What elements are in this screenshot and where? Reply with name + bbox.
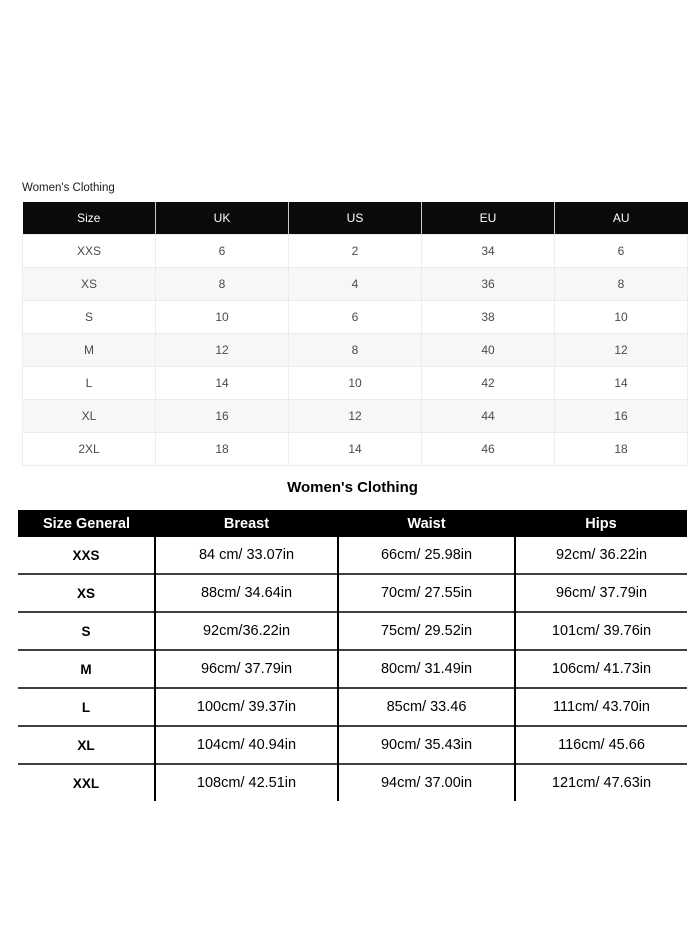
cell-eu: 38: [422, 301, 555, 334]
column-header: AU: [555, 202, 688, 235]
column-header: Size General: [18, 510, 155, 537]
cell-hips: 116cm/ 45.66: [515, 726, 687, 764]
international-size-table-header: [23, 202, 688, 235]
cell-us: 14: [289, 433, 422, 466]
table-row: [23, 367, 688, 400]
cell-size: XL: [23, 400, 156, 433]
table-row: [18, 574, 687, 612]
cell-hips: 111cm/ 43.70in: [515, 688, 687, 726]
cell-au: 10: [555, 301, 688, 334]
column-header: EU: [422, 202, 555, 235]
measurements-table-title: Women's Clothing: [287, 479, 418, 496]
cell-size: S: [18, 612, 155, 650]
table-row: [18, 612, 687, 650]
table-row: [23, 433, 688, 466]
cell-au: 6: [555, 235, 688, 268]
cell-uk: 10: [156, 301, 289, 334]
table-row: [18, 650, 687, 688]
cell-uk: 16: [156, 400, 289, 433]
cell-breast: 92cm/36.22in: [155, 612, 338, 650]
cell-waist: 75cm/ 29.52in: [338, 612, 515, 650]
cell-size: L: [18, 688, 155, 726]
column-header: UK: [156, 202, 289, 235]
column-header: Breast: [155, 510, 338, 537]
column-header: US: [289, 202, 422, 235]
cell-hips: 96cm/ 37.79in: [515, 574, 687, 612]
measurements-size-table: [18, 510, 687, 801]
column-header: Waist: [338, 510, 515, 537]
cell-uk: 18: [156, 433, 289, 466]
cell-waist: 66cm/ 25.98in: [338, 537, 515, 574]
table-row: [18, 537, 687, 574]
cell-uk: 8: [156, 268, 289, 301]
cell-breast: 88cm/ 34.64in: [155, 574, 338, 612]
cell-us: 6: [289, 301, 422, 334]
cell-eu: 36: [422, 268, 555, 301]
cell-size: 2XL: [23, 433, 156, 466]
cell-breast: 104cm/ 40.94in: [155, 726, 338, 764]
cell-hips: 92cm/ 36.22in: [515, 537, 687, 574]
cell-au: 8: [555, 268, 688, 301]
column-header: Size: [23, 202, 156, 235]
cell-eu: 46: [422, 433, 555, 466]
cell-au: 14: [555, 367, 688, 400]
cell-us: 12: [289, 400, 422, 433]
cell-size: M: [23, 334, 156, 367]
international-table-label: Women's Clothing: [22, 182, 115, 194]
cell-uk: 14: [156, 367, 289, 400]
cell-eu: 34: [422, 235, 555, 268]
cell-uk: 6: [156, 235, 289, 268]
cell-au: 12: [555, 334, 688, 367]
cell-us: 8: [289, 334, 422, 367]
table-row: [23, 301, 688, 334]
cell-breast: 100cm/ 39.37in: [155, 688, 338, 726]
international-size-table: [22, 202, 688, 466]
international-size-table-body: [23, 235, 688, 466]
cell-breast: 96cm/ 37.79in: [155, 650, 338, 688]
table-row: [18, 688, 687, 726]
cell-breast: 84 cm/ 33.07in: [155, 537, 338, 574]
cell-size: XL: [18, 726, 155, 764]
table-row: [18, 764, 687, 801]
cell-size: XXL: [18, 764, 155, 801]
cell-us: 2: [289, 235, 422, 268]
cell-hips: 106cm/ 41.73in: [515, 650, 687, 688]
cell-size: XS: [23, 268, 156, 301]
cell-size: XXS: [18, 537, 155, 574]
table-row: [23, 235, 688, 268]
table-row: [23, 400, 688, 433]
cell-size: XXS: [23, 235, 156, 268]
cell-au: 16: [555, 400, 688, 433]
cell-us: 4: [289, 268, 422, 301]
cell-size: S: [23, 301, 156, 334]
measurements-size-table-body: [18, 537, 687, 801]
cell-au: 18: [555, 433, 688, 466]
measurements-size-table-header: [18, 510, 687, 537]
cell-waist: 70cm/ 27.55in: [338, 574, 515, 612]
cell-waist: 94cm/ 37.00in: [338, 764, 515, 801]
table-row: [23, 334, 688, 367]
cell-eu: 44: [422, 400, 555, 433]
cell-uk: 12: [156, 334, 289, 367]
cell-size: M: [18, 650, 155, 688]
cell-breast: 108cm/ 42.51in: [155, 764, 338, 801]
cell-eu: 42: [422, 367, 555, 400]
cell-hips: 121cm/ 47.63in: [515, 764, 687, 801]
cell-size: L: [23, 367, 156, 400]
cell-size: XS: [18, 574, 155, 612]
cell-hips: 101cm/ 39.76in: [515, 612, 687, 650]
column-header: Hips: [515, 510, 687, 537]
table-row: [23, 268, 688, 301]
cell-waist: 90cm/ 35.43in: [338, 726, 515, 764]
cell-waist: 85cm/ 33.46: [338, 688, 515, 726]
cell-eu: 40: [422, 334, 555, 367]
table-row: [18, 726, 687, 764]
cell-waist: 80cm/ 31.49in: [338, 650, 515, 688]
cell-us: 10: [289, 367, 422, 400]
